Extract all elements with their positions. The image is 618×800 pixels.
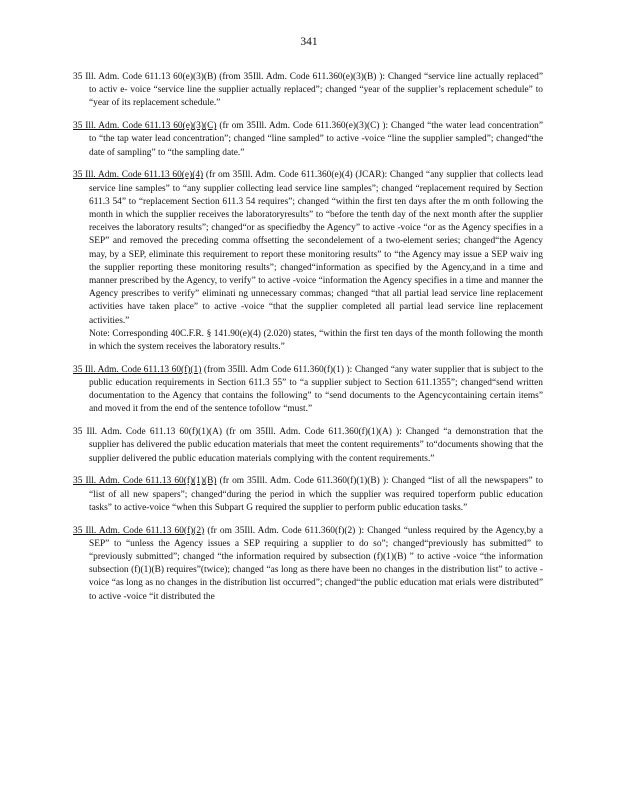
entry-text: (from 35Ill. Adm. Code 611.360(e)(3)(B) ): Changed “service line actually replaced” to activ e- voice “service line the supplier actually replaced”; changed “year of the supplier’s replacement schedule” to “year of its replacement schedule.” [89, 72, 543, 109]
entry-text: (fr om 35Ill. Adm. Code 611.360(e)(4) (JCAR): Changed “any supplier that collects lead service line samples” to “any supplier collecting lead service line samples”; changed “replacement required by Section 611.3 54” to “replacement Section 611.3 54 requires”; changed “within the first ten days after the m onth following the month in which the supplier receives the laboratoryresults” to “before the tenth day of the next month after the supplier receives the laboratory results”; changed“or as specifiedby the Agency” to active -voice “or as the Agency specifies in a SEP” and removed the preceding comma offsetting the secondelement of a two-element series; changed“the Agency may, by a SEP, eliminate this requirement to report these monitoring results” to “the Agency may issue a SEP waiv ing the supplier reporting these monitoring results”; changed“information as specified by the Agency,and in a time and manner prescribed by the Agency, to verify” to active -voice “information the Agency specifies in a time and manner the Agency prescribes to verify” eliminati ng unnecessary commas; changed “that all partial lead service line replacement activities have taken place” to active -voice “that the supplier completed all partial lead service line replacement activities.” [89, 170, 544, 326]
entry-citation: 35 Ill. Adm. Code 611.13 60(e)(4) [73, 170, 204, 181]
entry-text: (from 35Ill. Adm Code 611.360(f)(1) ): Changed “any water supplier that is subject to the public education requirements in Section 611.3 55” to “a supplier subject to Section 611.1355”; changed“send written documentation to the Agency that contains the following” to “send documents to the Agencycontaining certain items” and moved it from the end of the sentence tofollow “must.” [89, 364, 543, 415]
entry-citation: 35 Ill. Adm. Code 611.13 60(f)(1)(B) [73, 476, 217, 487]
page-number: 341 [300, 36, 318, 48]
entry-611-1360-e-3-c [73, 120, 543, 160]
entry-text: (fr om 35Ill. Adm. Code 611.360(f)(1)(A) ): Changed “a demonstration that the supplier has delivered the public education materials that meet the content requirements” to“documents showing that the supplier delivered the public education materials complying with the content requirements.” [89, 427, 543, 464]
entry-611-1360-e-3-b [73, 71, 543, 111]
entry-citation: 35 Ill. Adm. Code 611.13 60(f)(1) [73, 364, 202, 375]
entry-611-1360-e-4 [73, 169, 543, 354]
entry-611-1360-f-1-a [73, 426, 543, 466]
entry-611-1360-f-1-b [73, 475, 543, 515]
entry-611-1360-f-2 [73, 525, 543, 604]
amendment-entries [73, 71, 543, 613]
entry-citation: 35 Ill. Adm. Code 611.13 60(e)(3)(C) [73, 121, 217, 132]
entry-citation: 35 Ill. Adm. Code 611.13 60(f)(2) [73, 525, 205, 536]
entry-citation: 35 Ill. Adm. Code 611.13 60(f)(1)(A) [73, 427, 223, 438]
entry-note: Note: Corresponding 40C.F.R. § 141.90(e)(4) (2.020) states, “within the first ten days of the month following the month in which the system receives the laboratory results.” [89, 328, 543, 353]
entry-text: (fr om 35Ill. Adm. Code 611.360(f)(2) ): Changed “unless required by the Agency,by a SEP” to “unless the Agency issues a SEP requiring a supplier to do so”; changed“previously has submitted” to “previously submitted”; changed “the information required by subsection (f)(1)(B) ” to active -voice “the information subsection (f)(1)(B) requires”(twice); changed “as long as there have been no changes in the distribution list” to active -voice “as long as no changes in the distribution list occurred”; changed“the public education mat erials were distributed” to active -voice “it distributed the [89, 525, 543, 602]
entry-text: (fr om 35Ill. Adm. Code 611.360(e)(3)(C) ): Changed “the water lead concentration” to “the tap water lead concentration”; changed “line sampled” to active -voice “line the supplier sampled”; changed“the date of sampling” to “the sampling date.” [89, 121, 544, 158]
entry-611-1360-f-1 [73, 364, 543, 417]
entry-citation: 35 Ill. Adm. Code 611.13 60(e)(3)(B) [73, 72, 217, 82]
entry-text: (fr om 35Ill. Adm. Code 611.360(f)(1)(B) ): Changed “list of all the newspapers” to “list of all new spapers”; changed“during the period in which the supplier was required toperform public education tasks” to active-voice “when this Subpart G required the supplier to perform public education tasks.” [89, 476, 544, 513]
